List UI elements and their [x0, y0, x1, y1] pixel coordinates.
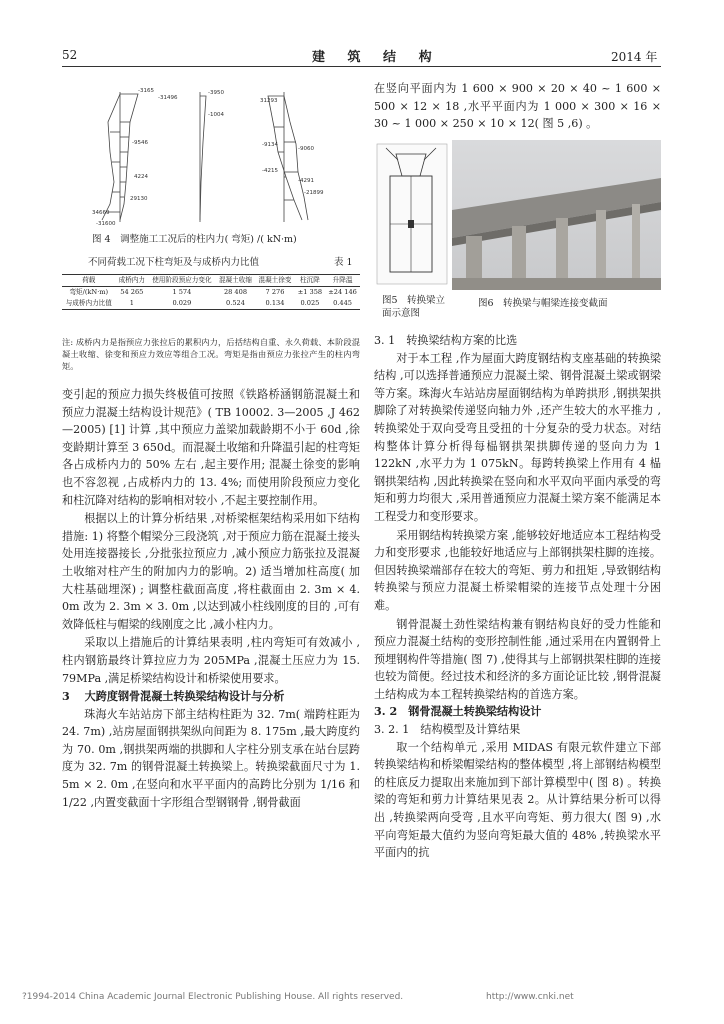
footer-copyright: ?1994-2014 China Academic Journal Electronic Publishing House. All rights reserved.	[22, 992, 404, 1002]
fig4-label: -4291	[298, 178, 314, 184]
section-3-1-heading: 3. 1 转换梁结构方案的比选	[374, 334, 518, 347]
table-header: 混凝土徐变	[255, 275, 295, 287]
fig4-label: -9546	[132, 140, 148, 146]
table-1	[62, 274, 360, 310]
journal-title: 建 筑 结 构	[312, 50, 441, 65]
header-rule	[62, 66, 661, 67]
fig4-label: -3165	[138, 88, 154, 94]
table-1-note: 注: 成桥内力是指预应力张拉后的累积内力，后括结构自重、永久荷载、本阶段混凝土收缩、徐变和预应力效应等组合工况。弯矩是指由预应力张拉产生的柱内弯矩。	[62, 337, 360, 371]
fig4-label: 31293	[260, 98, 278, 104]
table-1-title: 不同荷载工况下柱弯矩及与成桥内力比值	[88, 257, 260, 268]
section-3-heading: 3 大跨度钢骨混凝土转换梁结构设计与分析	[62, 690, 285, 704]
fig4-label: -1004	[208, 112, 224, 118]
body-paragraph: 变引起的预应力损失终极值可按照《铁路桥涵钢筋混凝土和预应力混凝土结构设计规范》( TB 10002. 3—2005 ,J 462—2005) [1] 计算 ,其中预应力盖梁加载龄期不小于 60d ,徐变龄期计算至 3 650d。而混凝土收缩和升降温引起的柱弯矩各占成桥内力的 50% 左右 ,起主要作用; 混凝土徐变的影响也不容忽视 ,占成桥内力的 13. 4%; 而使用阶段预应力变化和柱沉降对结构的影响相对较小 ,不起主要控制作用。	[62, 388, 360, 507]
issue-year: 2014 年	[611, 50, 658, 64]
fig4-label: -21899	[304, 190, 324, 196]
fig4-label: -9060	[298, 146, 314, 152]
table-header: 混凝土收缩	[216, 275, 256, 287]
fig4-label: -9134	[262, 142, 278, 148]
table-1-number: 表 1	[334, 257, 353, 268]
figure-5-caption: 图5 转换梁立面示意图	[382, 295, 446, 319]
fig4-label: -31496	[158, 95, 178, 101]
figure-5-elevation	[374, 140, 450, 288]
body-paragraph: 在竖向平面内为 1 600 × 900 × 20 × 40 ~ 1 600 × 500 × 12 × 18 ,水平平面内为 1 000 × 300 × 16 × 30 ~ 1 000 × 250 × 10 × 12( 图 5 ,6) 。	[374, 82, 661, 131]
body-paragraph: 取一个结构单元 ,采用 MIDAS 有限元软件建立下部转换梁结构和桥梁帽梁结构的整体模型 ,将上部钢结构模型的柱底反力提取出来施加到下部计算模型中( 图 8) 。转换梁的弯矩和剪力计算结果见表 2。从计算结果分析可以得出 ,转换梁两向受弯 ,且水平向弯矩、剪力很大( 图 9) ,水平向弯矩最大值约为竖向弯矩最大值的 48% ,转换梁水平平面内的抗	[374, 740, 661, 860]
fig4-label: 29130	[130, 196, 148, 202]
table-header: 成桥内力	[116, 275, 148, 287]
table-header: 荷载	[62, 275, 116, 287]
table-row: 弯矩/(kN·m) 54 265 1 574 28 408 7 276 ±1 358 ±24 146	[69, 288, 357, 296]
table-row: 与成桥内力比值 1 0.029 0.524 0.134 0.025 0.445	[62, 298, 360, 310]
fig4-label: 34669	[92, 210, 110, 216]
table-header: 升降温	[325, 275, 360, 287]
body-paragraph: 根据以上的计算分析结果 ,对桥梁框架结构采用如下结构措施: 1) 将整个帽梁分三段浇筑 ,对于预应力筋在混凝土接头处用连接器接长 ,分批张拉预应力 ,减小预应力筋张拉及混凝土收缩对柱产生的附加内力的影响。2) 适当增加柱高度( 加大柱基础埋深) ; 调整柱截面高度 ,将柱截面由 2. 3m × 4. 0m 改为 2. 3m × 3. 0m ,以达到减小柱线刚度的目的 ,可有效降低柱与帽梁的线刚度之比 ,减小柱内力。	[62, 512, 360, 631]
table-header: 使用阶段预应力变化	[148, 275, 216, 287]
figure-6-photo	[452, 140, 661, 290]
fig4-label: -3950	[208, 90, 224, 96]
body-paragraph: 对于本工程 ,作为屋面大跨度钢结构支座基础的转换梁结构 ,可以选择普通预应力混凝土梁、钢骨混凝土梁或钢梁等方案。珠海火车站站房屋面钢结构为单跨拱形 ,钢拱架拱脚除了对转换梁传递竖向轴力外 ,还产生较大的水平推力 ,转换梁处于双向受弯且受扭的十分复杂的受力状态。对结构整体计算分析得每榀钢拱架拱脚传递的竖向力为 1 122kN ,水平力为 1 075kN。每跨转换梁上作用有 4 榀钢拱架结构 ,因此转换梁在竖向和水平双向平面内承受的弯矩和剪力均很大 ,采用普通预应力混凝土梁方案不能满足本工程受力和变形要求。	[374, 351, 661, 523]
fig4-label: -31600	[96, 221, 116, 227]
body-paragraph: 钢骨混凝土劲性梁结构兼有钢结构良好的受力性能和预应力混凝土结构的变形控制性能 ,通过采用在内置钢骨上预埋钢构件等措施( 图 7) ,使得其与上部钢拱架柱脚的连接也较为简便。经过技术和经济的多方面论证比较 ,钢骨混凝土结构成为本工程转换梁结构的首选方案。	[374, 617, 661, 701]
fig4-label: 4224	[134, 174, 148, 180]
body-paragraph: 采用钢结构转换梁方案 ,能够较好地适应本工程结构受力和变形要求 ,也能较好地适应与上部钢拱架柱脚的连接。但因转换梁端部存在较大的弯矩、剪力和扭矩 ,导致钢结构转换梁与预应力混凝土桥梁帽梁的连接节点处理十分困难。	[374, 528, 661, 612]
section-3-2-heading: 3. 2 钢骨混凝土转换梁结构设计	[374, 705, 542, 719]
section-3-2-1-heading: 3. 2. 1 结构模型及计算结果	[374, 723, 521, 737]
figure-4-caption: 图 4 调整施工工况后的柱内力( 弯矩) /( kN·m)	[92, 234, 297, 245]
page-number: 52	[62, 48, 78, 62]
table-header: 柱沉降	[295, 275, 325, 287]
figure-6-caption: 图6 转换梁与帽梁连接变截面	[478, 298, 608, 309]
footer-url[interactable]: http://www.cnki.net	[486, 992, 574, 1002]
body-paragraph: 采取以上措施后的计算结果表明 ,柱内弯矩可有效减小 ,柱内钢筋最终计算拉应力为 205MPa ,混凝土压应力为 15. 79MPa ,满足桥梁结构设计和桥梁使用要求。	[62, 636, 360, 685]
figure-4-moment-diagram	[72, 82, 372, 228]
body-paragraph: 珠海火车站站房下部主结构柱距为 32. 7m( 端跨柱距为 24. 7m) ,站房屋面钢拱架纵向间距为 8. 175m ,最大跨度约为 70. 0m ,钢拱架两端的拱脚和人字柱分别支承在站台层跨度为 32. 7m 的钢骨混凝土转换梁上。转换梁截面尺寸为 1. 5m × 2. 0m ,在竖向和水平平面内的高跨比分别为 1/16 和 1/22 ,内置变截面十字形组合型钢钢骨 ,钢骨截面	[62, 707, 360, 809]
fig4-label: -4215	[262, 168, 278, 174]
